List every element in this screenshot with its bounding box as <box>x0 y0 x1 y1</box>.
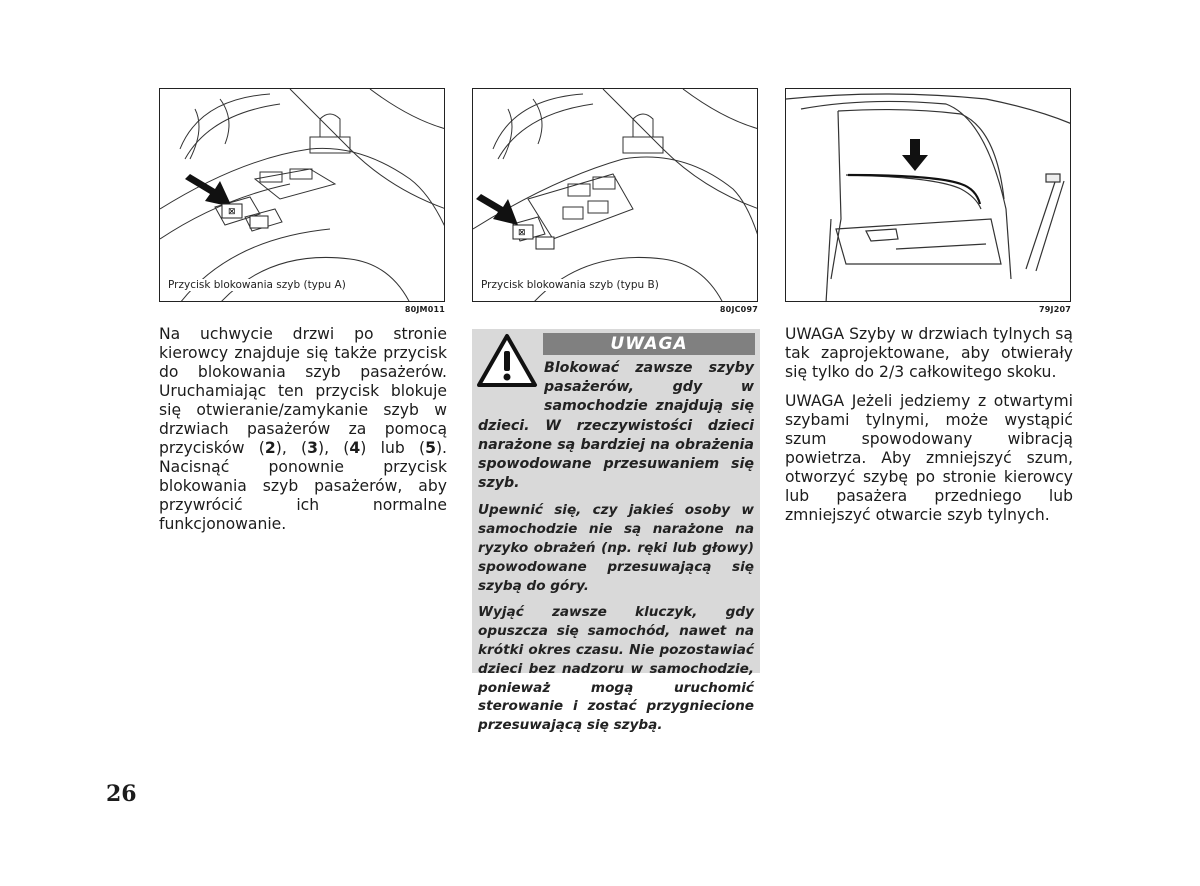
figure-rear-window <box>785 88 1071 302</box>
page-number: 26 <box>106 781 137 807</box>
left-column-text <box>159 325 447 544</box>
figure-caption: Przycisk blokowania szyb (typu B) <box>481 279 663 291</box>
figure-lock-button-type-a <box>159 88 445 302</box>
warning-paragraph: Upewnić się, czy jakieś osoby w samochodzie nie są narażone na ryzyko obrażeń (np. ręki lub głowy) spowodowane przesuwającą się szybą do góry. <box>478 502 754 594</box>
text-segment: ), ( <box>275 439 308 457</box>
note-paragraph: UWAGA Szyby w drzwiach tylnych są tak zaprojektowane, aby otwierały się tylko do 2/3 całkowitego skoku. <box>785 325 1073 381</box>
rear-door-illustration <box>786 89 1071 302</box>
door-panel-illustration-b <box>473 89 758 302</box>
warning-body <box>478 359 754 743</box>
figure-lock-button-type-b <box>472 88 758 302</box>
pointer-arrow-icon <box>476 194 518 225</box>
note-paragraph: UWAGA Jeżeli jedziemy z otwartymi szybami tylnymi, może wystąpić szum spowodowany wibracją powietrza. Aby zmniejszyć szum, otworzyć szybę po stronie kierowcy lub pasażera przedniego lub zmniejszyć otwarcie szyb tylnych. <box>785 392 1073 524</box>
text-segment: ), ( <box>318 439 350 457</box>
right-column-text <box>785 325 1073 535</box>
text-segment: ) lub ( <box>360 439 426 457</box>
text-segment: Na uchwycie drzwi po stronie kierowcy znajduje się także przycisk do blokowania szyb pasażerów. Uruchamiając ten przycisk blokuje się otwieranie/zamykanie szyb w drzwiach pasażerów za pomocą przycisków ( <box>159 325 447 457</box>
figure-code: 80JC097 <box>719 305 758 314</box>
button-number: 4 <box>349 439 361 457</box>
warning-box <box>472 329 760 734</box>
button-number: 5 <box>425 439 436 457</box>
down-arrow-icon <box>902 139 928 171</box>
figure-code: 79J207 <box>1038 305 1071 314</box>
figure-code: 80JM011 <box>404 305 445 314</box>
figure-caption: Przycisk blokowania szyb (typu A) <box>168 279 350 291</box>
body-paragraph <box>159 325 447 534</box>
text-segment: ). Nacisnąć ponownie przycisk blokowania szyb pasażerów, aby przywrócić ich normalne funkcjonowanie. <box>159 439 447 533</box>
warning-paragraph: Blokować zawsze szyby pasażerów, gdy w samochodzie znajdują się dzieci. W rzeczywistości dzieci narażone są bardziej na obrażenia spowodowane przesuwaniem się szyb. <box>478 360 754 492</box>
button-number: 2 <box>264 439 276 457</box>
door-panel-illustration-a <box>160 89 445 302</box>
button-number: 3 <box>307 439 318 457</box>
svg-text:⊠: ⊠ <box>228 206 236 216</box>
warning-title: UWAGA <box>543 333 755 355</box>
svg-text:⊠: ⊠ <box>518 227 526 237</box>
warning-paragraph: Wyjąć zawsze kluczyk, gdy opuszcza się samochód, nawet na krótki okres czasu. Nie pozostawiać dzieci bez nadzoru w samochodzie, ponieważ mogą uruchomić sterowanie i zostać przygniecione przesuwającą się szybą. <box>478 604 754 734</box>
